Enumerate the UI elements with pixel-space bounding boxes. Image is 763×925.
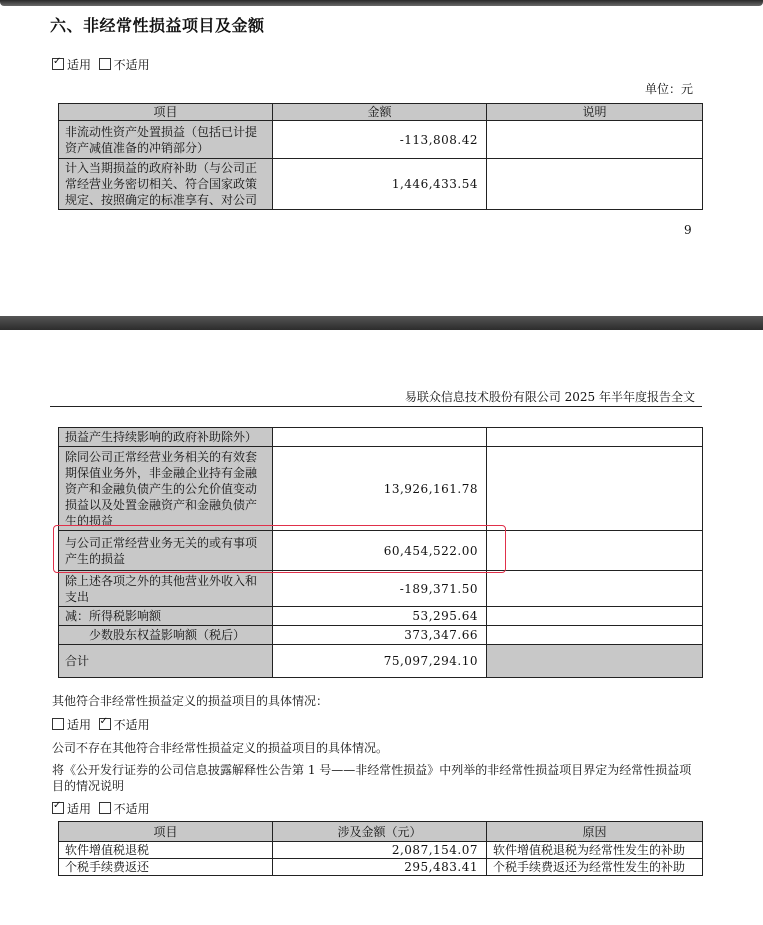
col-header-note: 说明 bbox=[487, 104, 703, 121]
unchecked-box-icon[interactable] bbox=[52, 718, 64, 730]
table-cell-amount: 295,483.41 bbox=[273, 859, 487, 876]
table-cell-item: 少数股东权益影响额（税后） bbox=[59, 626, 273, 645]
table-cell-amount: 1,446,433.54 bbox=[273, 159, 487, 210]
table-cell-amount bbox=[273, 428, 487, 447]
table-cell-note bbox=[487, 607, 703, 626]
applicable-label: 适用 bbox=[67, 802, 92, 816]
page-number: 9 bbox=[684, 223, 692, 237]
header-rule bbox=[50, 406, 702, 407]
unchecked-box-icon[interactable] bbox=[99, 802, 111, 814]
not-applicable-label: 不适用 bbox=[113, 802, 150, 816]
table-cell-amount: 60,454,522.00 bbox=[273, 531, 487, 571]
col-header-reason: 原因 bbox=[487, 822, 703, 842]
document-header: 易联众信息技术股份有限公司 2025 年半年度报告全文 bbox=[404, 390, 695, 404]
not-applicable-label: 不适用 bbox=[113, 718, 150, 732]
applicable-label: 适用 bbox=[67, 58, 92, 72]
table-cell-note bbox=[487, 531, 703, 571]
table-cell-note bbox=[487, 626, 703, 645]
total-label: 合计 bbox=[59, 645, 273, 678]
table-cell-note bbox=[487, 447, 703, 531]
page-top-edge bbox=[0, 0, 763, 6]
nonrecurring-table-part1 bbox=[58, 103, 703, 210]
table-cell-amount: 2,087,154.07 bbox=[273, 842, 487, 859]
applicable-options-2 bbox=[52, 716, 150, 733]
not-applicable-label: 不适用 bbox=[113, 58, 150, 72]
total-amount: 75,097,294.10 bbox=[273, 645, 487, 678]
table-cell-item: 减：所得税影响额 bbox=[59, 607, 273, 626]
checked-box-icon[interactable] bbox=[52, 58, 64, 70]
reclass-title: 将《公开发行证券的公司信息披露解释性公告第 1 号——非经常性损益》中列举的非经常性损益项目界定为经常性损益项目的情况说明 bbox=[52, 763, 692, 793]
table-cell-item: 计入当期损益的政府补助（与公司正常经营业务密切相关、符合国家政策规定、按照确定的标准享有、对公司 bbox=[59, 159, 273, 210]
table-cell-amount: 13,926,161.78 bbox=[273, 447, 487, 531]
table-cell-item: 除上述各项之外的其他营业外收入和支出 bbox=[59, 571, 273, 607]
col-header-amount: 涉及金额（元） bbox=[273, 822, 487, 842]
col-header-amount: 金额 bbox=[273, 104, 487, 121]
table-cell-item: 软件增值税退税 bbox=[59, 842, 273, 859]
table-cell-reason: 软件增值税退税为经常性发生的补助 bbox=[487, 842, 703, 859]
page-separator bbox=[0, 316, 763, 330]
highlight-box bbox=[53, 525, 506, 573]
table-cell-amount: -113,808.42 bbox=[273, 121, 487, 159]
other-items-statement: 公司不存在其他符合非经常性损益定义的损益项目的具体情况。 bbox=[52, 741, 389, 755]
table-cell-item: 除同公司正常经营业务相关的有效套期保值业务外，非金融企业持有金融资产和金融负债产生的公允价值变动损益以及处置金融资产和金融负债产生的损益 bbox=[59, 447, 273, 531]
checked-box-icon[interactable] bbox=[99, 718, 111, 730]
table-cell-item: 损益产生持续影响的政府补助除外） bbox=[59, 428, 273, 447]
table-cell-reason: 个税手续费返还为经常性发生的补助 bbox=[487, 859, 703, 876]
table-cell-amount: -189,371.50 bbox=[273, 571, 487, 607]
applicable-options-3 bbox=[52, 800, 150, 817]
checked-box-icon[interactable] bbox=[52, 802, 64, 814]
table-cell-note bbox=[487, 159, 703, 210]
col-header-item: 项目 bbox=[59, 104, 273, 121]
table-cell-item: 与公司正常经营业务无关的或有事项产生的损益 bbox=[59, 531, 273, 571]
other-items-title: 其他符合非经常性损益定义的损益项目的具体情况： bbox=[52, 694, 329, 708]
total-note bbox=[487, 645, 703, 678]
unit-label: 单位：元 bbox=[644, 82, 693, 96]
reclass-table bbox=[58, 821, 703, 876]
applicable-label: 适用 bbox=[67, 718, 92, 732]
applicable-options-1 bbox=[52, 56, 150, 73]
table-cell-note bbox=[487, 571, 703, 607]
table-cell-note bbox=[487, 121, 703, 159]
unchecked-box-icon[interactable] bbox=[99, 58, 111, 70]
section-title: 六、非经常性损益项目及金额 bbox=[50, 16, 265, 35]
table-cell-item: 个税手续费返还 bbox=[59, 859, 273, 876]
table-cell-note bbox=[487, 428, 703, 447]
table-cell-amount: 53,295.64 bbox=[273, 607, 487, 626]
col-header-item: 项目 bbox=[59, 822, 273, 842]
table-cell-item: 非流动性资产处置损益（包括已计提资产减值准备的冲销部分） bbox=[59, 121, 273, 159]
table-cell-amount: 373,347.66 bbox=[273, 626, 487, 645]
